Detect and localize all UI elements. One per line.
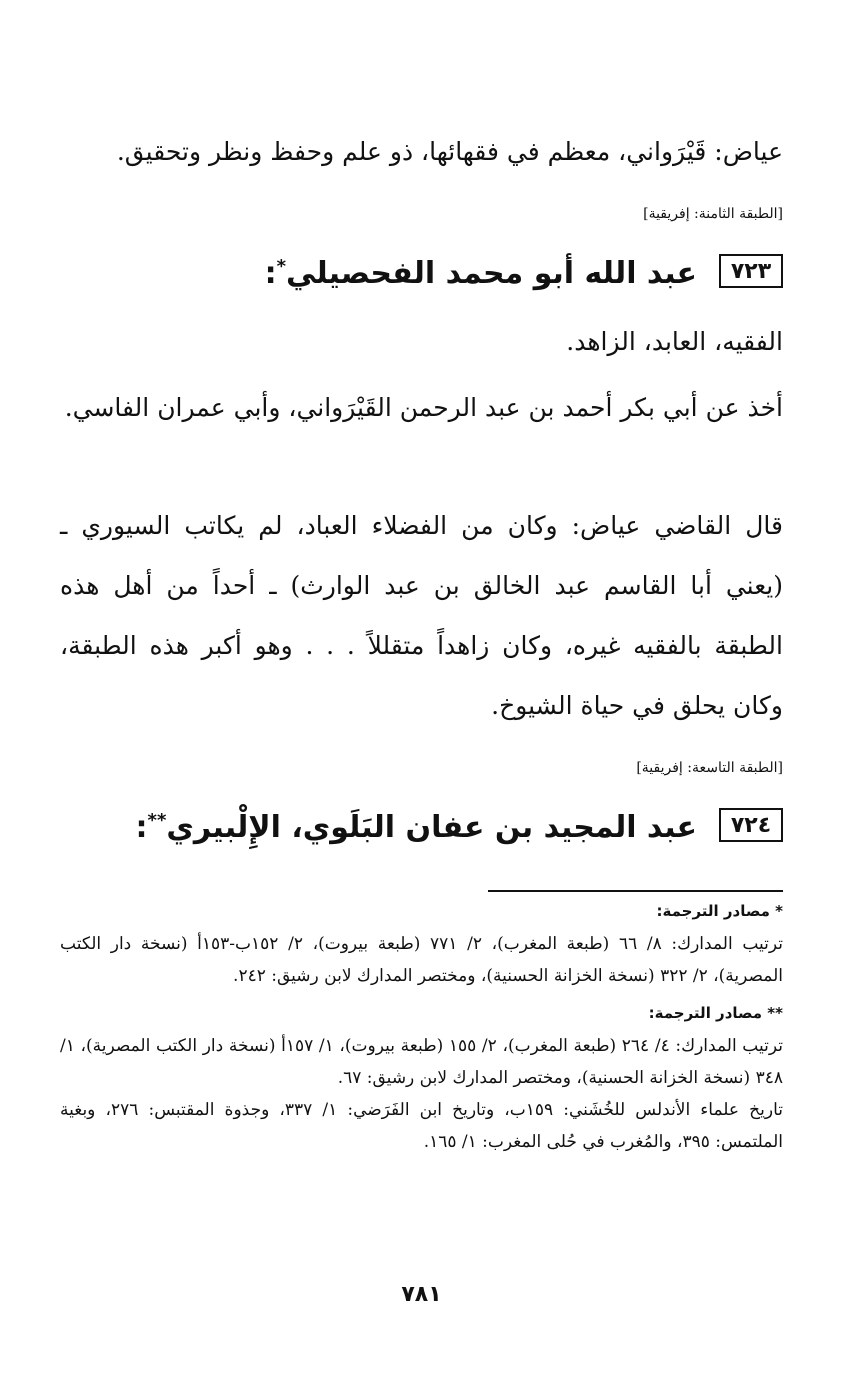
layer-label-9: [الطبقة التاسعة: إفريقية]	[636, 760, 783, 776]
footnote-marker: **	[147, 810, 167, 831]
footnote-text: تاريخ علماء الأندلس للخُشَني: ١٥٩ب، وتاريخ ابن الفَرَضي: ١/ ٣٣٧، وجذوة المقتبس: ٢٧٦، وبغية الملتمس: ٣٩٥، والمُغرب في حُلى المغرب: ١/ ١٦٥.	[60, 1100, 783, 1152]
page-number: ٧٨١	[401, 1282, 442, 1307]
entry-title	[265, 254, 697, 294]
entry-descriptor: الفقيه، العابد، الزاهد.	[566, 327, 783, 356]
entry-title-text: عبد المجيد بن عفان البَلَوي، الإِلْبيري	[166, 810, 697, 845]
footnote-marker: *	[276, 256, 286, 277]
entry-723-header	[265, 254, 783, 294]
title-colon: :	[135, 810, 148, 845]
entry-paragraph: أخذ عن أبي بكر أحمد بن عبد الرحمن القَيْرَواني، وأبي عمران الفاسي.	[64, 393, 783, 422]
footnote-text: ترتيب المدارك: ٤/ ٢٦٤ (طبعة المغرب)، ٢/ ١٥٥ (طبعة بيروت)، ١/ ١٥٧أ (نسخة دار الكتب المصرية)، ١/ ٣٤٨ (نسخة الخزانة الحسنية)، ومختصر المدارك لابن رشيق: ٦٧.	[60, 1036, 783, 1088]
intro-line: عياض: قَيْرَواني، معظم في فقهائها، ذو علم وحفظ ونظر وتحقيق.	[116, 137, 783, 166]
footnote-separator	[488, 890, 783, 892]
footnote-text: ترتيب المدارك: ٨/ ٦٦ (طبعة المغرب)، ٢/ ٧٧١ (طبعة بيروت)، ٢/ ١٥٢ب-١٥٣أ (نسخة دار الكتب المصرية)، ٢/ ٣٢٢ (نسخة الخزانة الحسنية)، ومختصر المدارك لابن رشيق: ٢٤٢.	[60, 934, 783, 986]
footnote-heading: * مصادر الترجمة:	[656, 902, 783, 920]
footnotes	[60, 902, 783, 1158]
entry-number-box: ٧٢٤	[719, 808, 783, 842]
entry-paragraph: قال القاضي عياض: وكان من الفضلاء العباد، لم يكاتب السيوري ـ (يعني أبا القاسم عبد الخالق بن عبد الوارث) ـ أحداً من أهل هذه الطبقة بالفقيه غيره، وكان زاهداً متقللاً . . . وهو أكبر هذه الطبقة، وكان يحلق في حياة الشيوخ.	[60, 511, 783, 720]
entry-724-header	[136, 808, 783, 848]
title-colon: :	[264, 256, 277, 291]
entry-number-box: ٧٢٣	[719, 254, 783, 288]
footnote-heading: ** مصادر الترجمة:	[648, 1004, 783, 1022]
entry-title-text: عبد الله أبو محمد الفحصيلي	[286, 256, 697, 291]
layer-label-8: [الطبقة الثامنة: إفريقية]	[643, 206, 783, 222]
entry-title	[136, 808, 697, 848]
